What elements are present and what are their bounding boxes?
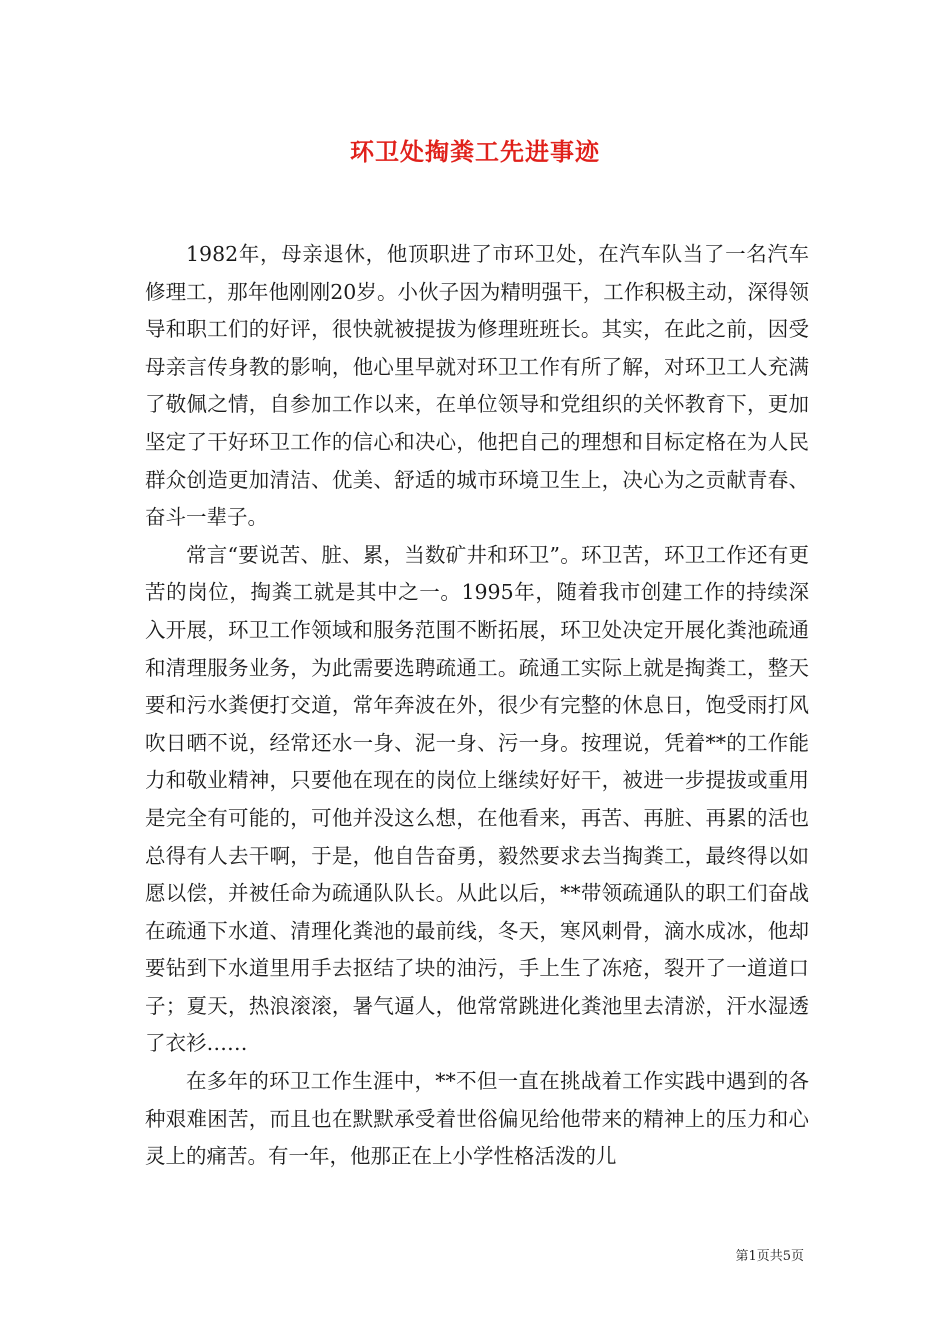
page-number-footer: 第1页共5页 (735, 1249, 804, 1264)
document-body (145, 236, 809, 1176)
document-title: 环卫处掏粪工先进事迹 (350, 137, 600, 166)
paragraph: 在多年的环卫工作生涯中，**不但一直在挑战着工作实践中遇到的各种艰难困苦，而且也在默默承受着世俗偏见给他带来的精神上的压力和心灵上的痛苦。有一年，他那正在上小学性格活泼的儿 (145, 1069, 809, 1169)
paragraph: 常言“要说苦、脏、累，当数矿井和环卫”。环卫苦，环卫工作还有更苦的岗位，掏粪工就是其中之一。1995年，随着我市创建工作的持续深入开展，环卫工作领域和服务范围不断拓展，环卫处决定开展化粪池疏通和清理服务业务，为此需要选聘疏通工。疏通工实际上就是掏粪工，整天要和污水粪便打交道，常年奔波在外，很少有完整的休息日，饱受雨打风吹日晒不说，经常还水一身、泥一身、污一身。按理说，凭着**的工作能力和敬业精神，只要他在现在的岗位上继续好好干，被进一步提拔或重用是完全有可能的，可他并没这么想，在他看来，再苦、再脏、再累的活也总得有人去干啊，于是，他自告奋勇，毅然要求去当掏粪工，最终得以如愿以偿，并被任命为疏通队队长。从此以后，**带领疏通队的职工们奋战在疏通下水道、清理化粪池的最前线，冬天，寒风刺骨，滴水成冰，他却要钻到下水道里用手去抠结了块的油污，手上生了冻疮，裂开了一道道口子；夏天，热浪滚滚，暑气逼人，他常常跳进化粪池里去清淤，汗水湿透了衣衫…… (145, 542, 809, 1056)
paragraph: 1982年，母亲退休，他顶职进了市环卫处，在汽车队当了一名汽车修理工，那年他刚刚20岁。小伙子因为精明强干，工作积极主动，深得领导和职工们的好评，很快就被提拔为修理班班长。其实，在此之前，因受母亲言传身教的影响，他心里早就对环卫工作有所了解，对环卫工人充满了敬佩之情，自参加工作以来，在单位领导和党组织的关怀教育下，更加坚定了干好环卫工作的信心和决心，他把自己的理想和目标定格在为人民群众创造更加清洁、优美、舒适的城市环境卫生上，决心为之贡献青春、奋斗一辈子。 (145, 242, 809, 530)
